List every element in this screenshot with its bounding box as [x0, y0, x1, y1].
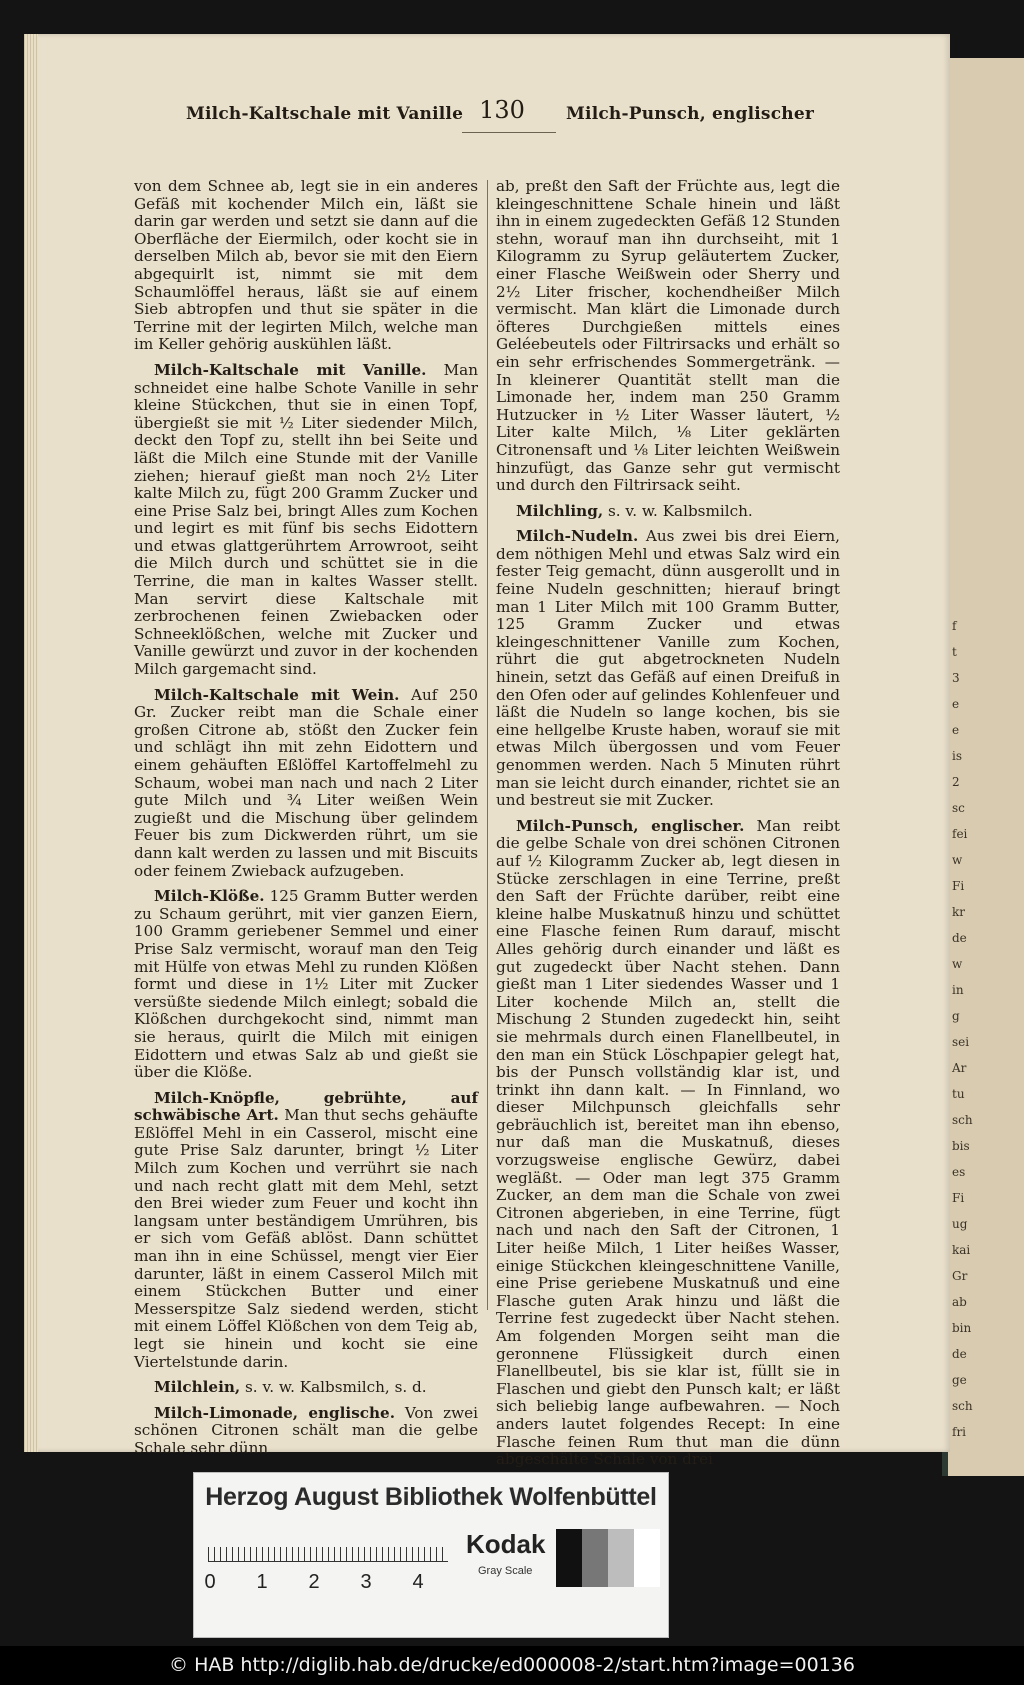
entry-text: von dem Schnee ab, legt sie in ein anderes Gefäß mit kochender Milch ein, läßt sie darin gar werden und setzt sie dann auf die Oberfläche der Eiermilch, oder kocht sie in derselben Milch ab, bevor sie mit den Eiern abgequirlt ist, nimmt sie mit dem Schaumlöffel heraus, läßt sie auf einem Sieb abtropfen und thut sie später in die Terrine mit der legirten Milch, welche man im Keller gehörig auskühlen läßt. [134, 177, 478, 354]
next-page-fragment: in [952, 983, 964, 997]
next-page-fragment: es [952, 1165, 966, 1179]
entry-text: s. v. w. Kalbsmilch, s. d. [245, 1378, 427, 1397]
entry-headword: Milch-Nudeln. [516, 527, 639, 546]
entry-headword: Milch-Punsch, englischer. [516, 816, 745, 835]
entry-text: s. v. w. Kalbsmilch. [607, 501, 753, 520]
right-column [496, 178, 840, 1477]
next-page-fragment: 3 [952, 671, 960, 685]
ruler [208, 1531, 448, 1562]
next-page-fragment: ge [952, 1373, 967, 1387]
next-page-edge [942, 58, 1024, 1476]
entry-text: ab, preßt den Saft der Früchte aus, legt die kleingeschnittene Schale hinein und läßt ihn in einem zugedeckten Gefäß 12 Stunden stehn, worauf man ihn durchseiht, mit 1 Kilogramm zu Syrup geläutertem Zucker, einer Flasche Weißwein oder Sherry und 2½ Liter frischer, kochendheißer Milch vermischt. Man klärt die Limonade durch öfteres Durchgießen mittels eines Geléebeutels oder Filtrirsacks und erhält so ein sehr erfrischendes Sommergetränk. — In kleinerer Quantität stellt man die Limonade her, indem man 250 Gramm Hutzucker in ½ Liter Wasser läutert, ½ Liter kalte Milch, ⅛ Liter geklärten Citronensaft und ⅛ Liter leichten Weißwein hinzufügt, das Ganze sehr gut vermischt und durch den Filtrirsack seiht. [496, 177, 840, 495]
header-rule [462, 132, 556, 133]
entry-headword: Milch-Limonade, englische. [154, 1403, 395, 1422]
next-page-fragment: Fi [952, 1191, 965, 1205]
entry-text: Auf 250 Gr. Zucker reibt man die Schale einer großen Citrone ab, stößt den Zucker fein und schlägt ihn mit zehn Eidottern und einem gehäuften Eßlöffel Kartoffelmehl zu Schaum, wobei man nach und nach 2 Liter gute Milch und ¾ Liter weißen Wein zugießt und die Mischung über gelindem Feuer bis zum Dickwerden rührt, um sie dann kalt werden zu lassen und mit Biscuits oder feinem Zwieback aufzugeben. [134, 685, 479, 880]
library-name: Herzog August Bibliothek Wolfenbüttel [205, 1483, 657, 1511]
next-page-fragment: de [952, 931, 967, 945]
entry-headword: Milch-Kaltschale mit Vanille. [154, 360, 427, 379]
ruler-number: 2 [308, 1571, 320, 1593]
ruler-number: 1 [256, 1571, 268, 1593]
kodak-logo: Kodak [466, 1529, 546, 1559]
ruler-number: 3 [360, 1571, 372, 1593]
next-page-fragment: de [952, 1347, 967, 1361]
entry-text: Von zwei schönen Citronen schält man die gelbe Schale sehr dünn [134, 1403, 478, 1457]
next-page-fragment: kr [952, 905, 966, 919]
running-head-left: Milch-Kaltschale mit Vanille [186, 104, 464, 124]
next-page-fragment: sc [952, 801, 965, 815]
entry-paragraph [496, 528, 840, 810]
entry-paragraph [134, 362, 478, 679]
library-label-card [193, 1472, 669, 1638]
next-page-fragment: f [952, 619, 957, 633]
ruler-number: 4 [412, 1571, 424, 1593]
entry-text: Aus zwei bis drei Eiern, dem nöthigen Mehl und etwas Salz wird ein fester Teig gemacht, dünn ausgerollt und in feine Nudeln geschnitten; hierauf bringt man 1 Liter Milch mit 100 Gramm Butter, 125 Gramm Zucker und etwas kleingeschnittener Vanille zum Kochen, rührt die gut abgetrockneten Nudeln hinein, setzt das Gefäß auf einen Dreifuß in den Ofen oder auf gelindes Kohlenfeuer und läßt die Nudeln so lange kochen, bis sie eine hellgelbe Kruste haben, worauf sie mit etwas Milch übergossen und vom Feuer genommen werden. Nach 5 Minuten rührt man sie leicht durch einander, richtet sie an und bestreut sie mit Zucker. [496, 527, 840, 810]
next-page-fragment: Gr [952, 1269, 968, 1283]
entry-headword: Milchling, [516, 501, 604, 520]
entry-text: Man schneidet eine halbe Schote Vanille in sehr kleine Stückchen, thut sie in einen Topf, übergießt sie mit ½ Liter siedender Milch, deckt den Topf zu, stellt ihn bei Seite und läßt die Milch eine Stunde mit der Vanille ziehen; hierauf gießt man noch 2½ Liter kalte Milch zu, fügt 200 Gramm Zucker und eine Prise Salz bei, bringt Alles zum Kochen und legirt es mit fünf bis sechs Eidottern und etwas glattgerührtem Arrowroot, seiht die Milch durch und schüttet sie in die Terrine, die man in kaltes Wasser stellt. Man servirt diese Kaltschale mit zerbrochenen feinen Zwiebacken oder Schneeklößchen, welche mit Zucker und Vanille gewürzt und zuvor in der kochenden Milch gargemacht sind. [134, 360, 478, 679]
left-column [134, 178, 478, 1466]
entry-paragraph [134, 1379, 478, 1397]
entry-paragraph [134, 1090, 478, 1372]
next-page-fragment: kai [952, 1243, 971, 1257]
entry-headword: Milchlein, [154, 1378, 241, 1397]
next-page-fragment: 2 [952, 775, 960, 789]
next-page-fragment: ab [952, 1295, 967, 1309]
next-page-fragment: Ar [952, 1061, 967, 1075]
entry-paragraph [496, 178, 840, 495]
next-page-fragment: e [952, 723, 960, 737]
next-page-fragment: w [952, 957, 963, 971]
entry-headword: Milch-Klöße. [154, 887, 265, 906]
entry-paragraph [496, 503, 840, 521]
next-page-fragment: ug [952, 1217, 968, 1231]
copyright-footer [0, 1646, 1024, 1685]
running-head [186, 96, 814, 128]
next-page-fragment: sch [952, 1399, 973, 1413]
entry-text: Man thut sechs gehäufte Eßlöffel Mehl in ein Casserol, mischt eine gute Prise Salz darunter, bringt ½ Liter Milch zum Kochen und verrührt sie nach und nach recht glatt mit dem Mehl, setzt den Brei wieder zum Feuer und kocht ihn langsam unter beständigem Umrühren, bis er sich vom Gefäß ablöst. Dann schüttet man ihn in eine Schüssel, mengt vier Eier darunter, läßt in einem Casserol Milch mit einem Stückchen Butter und einer Messerspitze Salz siedend werden, sticht mit einem Löffel Klößchen von dem Teig ab, legt sie hinein und kocht sie eine Viertelstunde darin. [134, 1106, 478, 1371]
gray-swatch [634, 1529, 660, 1587]
running-head-right: Milch-Punsch, englischer [566, 104, 814, 124]
next-page-fragment: tu [952, 1087, 965, 1101]
entry-paragraph [134, 1405, 478, 1458]
next-page-fragment: bin [952, 1321, 972, 1335]
page-edge [24, 34, 38, 1452]
next-page-fragment: e [952, 697, 960, 711]
entry-paragraph [134, 687, 478, 881]
page-number: 130 [479, 96, 525, 124]
entry-paragraph [134, 178, 478, 354]
gray-swatch [582, 1529, 608, 1587]
next-page-fragment: t [952, 645, 957, 659]
next-page-fragment: g [952, 1009, 960, 1023]
next-page-fragment: w [952, 853, 963, 867]
entry-headword: Milch-Knöpfle, gebrühte, auf schwäbische Art. [134, 1088, 478, 1125]
next-page-fragment: fei [952, 827, 968, 841]
column-divider [487, 180, 488, 1310]
next-page-fragment: is [952, 749, 962, 763]
next-page-fragment: Fi [952, 879, 965, 893]
gray-swatch [608, 1529, 634, 1587]
ruler-number: 0 [204, 1571, 216, 1593]
entry-text: 125 Gramm Butter werden zu Schaum gerührt, mit vier ganzen Eiern, 100 Gramm geriebener Semmel und einer Prise Salz vermischt, worauf man den Teig mit Hülfe von etwas Mehl zu runden Klößen formt und diese in 1½ Liter mit Zucker versüßte siedende Milch einlegt; sobald die Klößchen durchgekocht sind, nimmt man sie heraus, quirlt die Milch mit einigen Eidottern und etwas Salz ab und gießt sie über die Klöße. [134, 887, 479, 1082]
next-page-fragment: bis [952, 1139, 970, 1153]
next-page-fragment: sei [952, 1035, 970, 1049]
entry-paragraph [134, 888, 478, 1082]
entry-paragraph [496, 818, 840, 1469]
entry-headword: Milch-Kaltschale mit Wein. [154, 685, 400, 704]
gray-scale-label: Gray Scale [478, 1565, 533, 1577]
copyright-text: © HAB http://diglib.hab.de/drucke/ed000008-2/start.htm?image=00136 [169, 1654, 855, 1676]
gray-swatch [556, 1529, 582, 1587]
next-page-fragment: fri [952, 1425, 967, 1439]
entry-text: Man reibt die gelbe Schale von drei schönen Citronen auf ½ Kilogramm Zucker ab, legt diesen in Stücke zerschlagen in eine Terrine, preßt den Saft der Früchte darüber, reibt eine kleine halbe Muskatnuß hinzu und schüttet eine Flasche feinen Rum darauf, mischt Alles gehörig durch einander und läßt es gut zugedeckt über Nacht stehen. Dann gießt man 1 Liter siedendes Wasser und 1 Liter kochende Milch an, stellt die Mischung 2 Stunden zugedeckt hin, seiht sie mehrmals durch einen Flanellbeutel, in den man ein Stück Löschpapier gelegt hat, bis der Punsch vollständig klar ist, und trinkt ihn dann kalt. — In Finnland, wo dieser Milchpunsch gleichfalls sehr gebräuchlich ist, bereitet man ihn ebenso, nur daß man die Muskatnuß, dieses vorzugsweise englische Gewürz, dabei wegläßt. — Oder man legt 375 Gramm Zucker, an dem man die Schale von zwei Citronen abgerieben, in eine Terrine, fügt nach und nach den Saft der Citronen, 1 Liter heiße Milch, 1 Liter heißes Wasser, einige Stückchen kleingeschnittene Vanille, eine Prise geriebene Muskatnuß und eine Flasche guten Arak hinzu und läßt die Terrine fest zugedeckt über Nacht stehen. Am folgenden Morgen seiht man die geronnene Flüssigkeit durch einen Flanellbeutel, bis sie klar ist, füllt sie in Flaschen und giebt den Punsch kalt; er läßt sich beliebig lange aufbewahren. — Noch anders lautet folgendes Recept: In eine Flasche feinen Rum thut man die dünn abgeschälte Schale von drei [496, 816, 840, 1469]
next-page-fragment: sch [952, 1113, 973, 1127]
